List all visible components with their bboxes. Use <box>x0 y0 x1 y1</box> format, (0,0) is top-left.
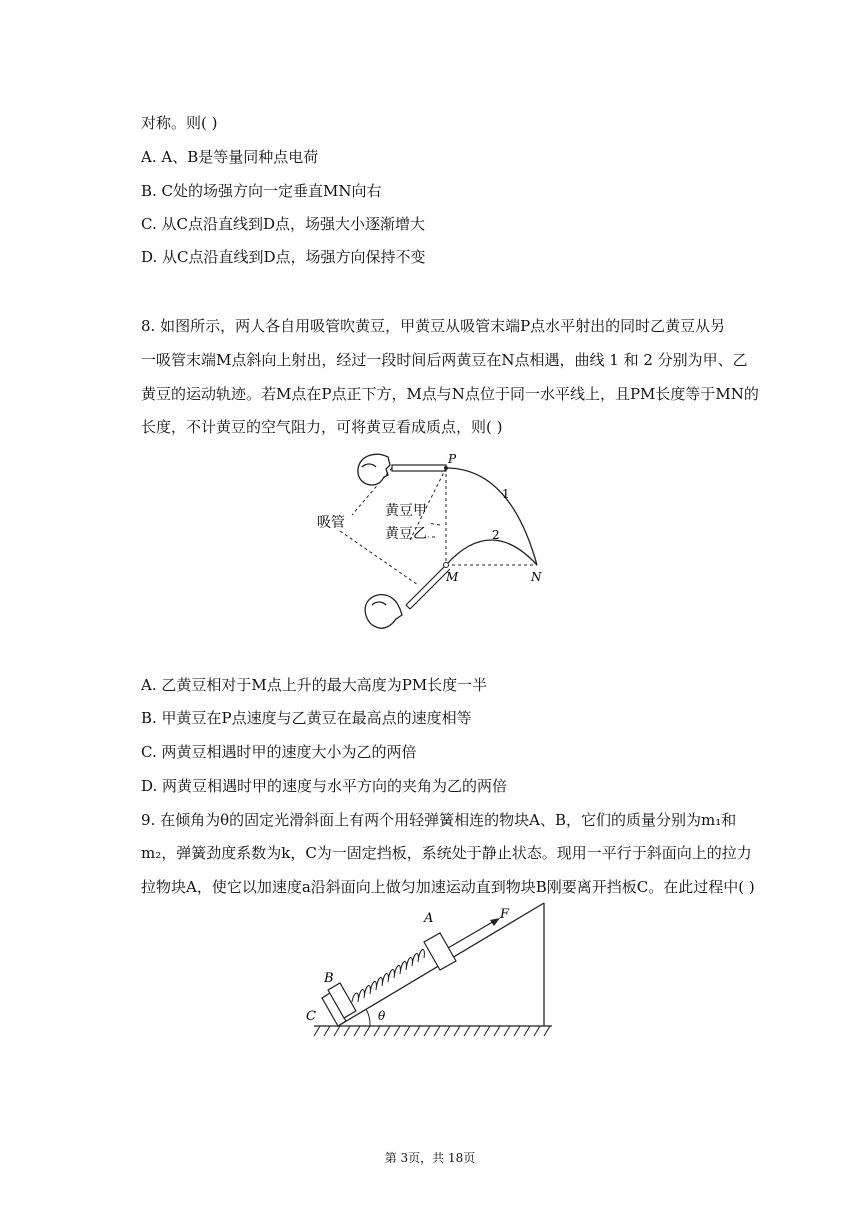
label-f: F <box>500 907 510 922</box>
label-bean-yi: 黄豆乙 <box>385 526 427 542</box>
q8-option-c: C. 两黄豆相遇时甲的速度大小为乙的两倍 <box>141 743 417 761</box>
q7-option-b: B. C处的场强方向一定垂直MN向右 <box>141 182 382 200</box>
label-theta: θ <box>378 1009 386 1023</box>
label-straw: 吸管 <box>317 515 345 531</box>
q7-option-a: A. A、B是等量同种点电荷 <box>141 148 319 166</box>
q8-option-a: A. 乙黄豆相对于M点上升的最大高度为PM长度一半 <box>141 676 488 694</box>
q9-stem-line-3: 拉物块A，使它以加速度a沿斜面向上做匀加速运动直到物块B刚要离开挡板C。在此过程中( ) <box>141 878 755 896</box>
force-arrow <box>448 920 496 948</box>
spring <box>352 949 424 1002</box>
q7-option-d: D. 从C点沿直线到D点，场强方向保持不变 <box>141 248 426 266</box>
q8-option-d: D. 两黄豆相遇时甲的速度与水平方向的夹角为乙的两倍 <box>141 777 508 795</box>
q9-stem-line-1: 9. 在倾角为θ的固定光滑斜面上有两个用轻弹簧相连的物块A、B，它们的质量分别为m₁和 <box>141 811 737 829</box>
q9-stem-line-2: m₂，弹簧劲度系数为k，C为一固定挡板，系统处于静止状态。现用一平行于斜面向上的拉力 <box>141 844 752 862</box>
q8-stem-line-3: 黄豆的运动轨迹。若M点在P点正下方，M点与N点位于同一水平线上，且PM长度等于MN的 <box>141 385 759 403</box>
page-footer: 第 3页，共 18页 <box>384 1151 476 1165</box>
person-top-icon <box>358 454 390 485</box>
ground-hatch <box>314 1026 550 1036</box>
label-n: N <box>531 570 542 584</box>
label-m: M <box>446 570 459 584</box>
label-curve-2: 2 <box>492 528 500 542</box>
straw-bottom <box>406 565 450 609</box>
straw-top <box>392 465 446 471</box>
q8-stem-line-4: 长度，不计黄豆的空气阻力，可将黄豆看成质点，则( ) <box>141 418 503 436</box>
trajectory-2 <box>446 540 537 565</box>
q8-figure <box>300 445 560 640</box>
block-a <box>424 933 456 970</box>
label-a: A <box>424 911 434 926</box>
person-bottom-icon <box>365 595 402 629</box>
q7-tail-line: 对称。则( ) <box>141 114 218 132</box>
trajectory-1 <box>446 468 537 565</box>
label-bean-jia: 黄豆甲 <box>385 503 427 519</box>
q9-figure <box>300 898 560 1043</box>
label-c: C <box>306 1009 316 1024</box>
label-curve-1: 1 <box>502 487 510 501</box>
label-p: P <box>448 452 457 466</box>
label-b: B <box>324 971 334 986</box>
q8-stem-line-2: 一吸管末端M点斜向上射出，经过一段时间后两黄豆在N点相遇，曲线 1 和 2 分别为甲、乙 <box>141 351 748 369</box>
q8-stem-line-1: 8. 如图所示，两人各自用吸管吹黄豆，甲黄豆从吸管末端P点水平射出的同时乙黄豆从另 <box>141 317 726 335</box>
q7-option-c: C. 从C点沿直线到D点，场强大小逐渐增大 <box>141 215 425 233</box>
q8-option-b: B. 甲黄豆在P点速度与乙黄豆在最高点的速度相等 <box>141 709 472 727</box>
